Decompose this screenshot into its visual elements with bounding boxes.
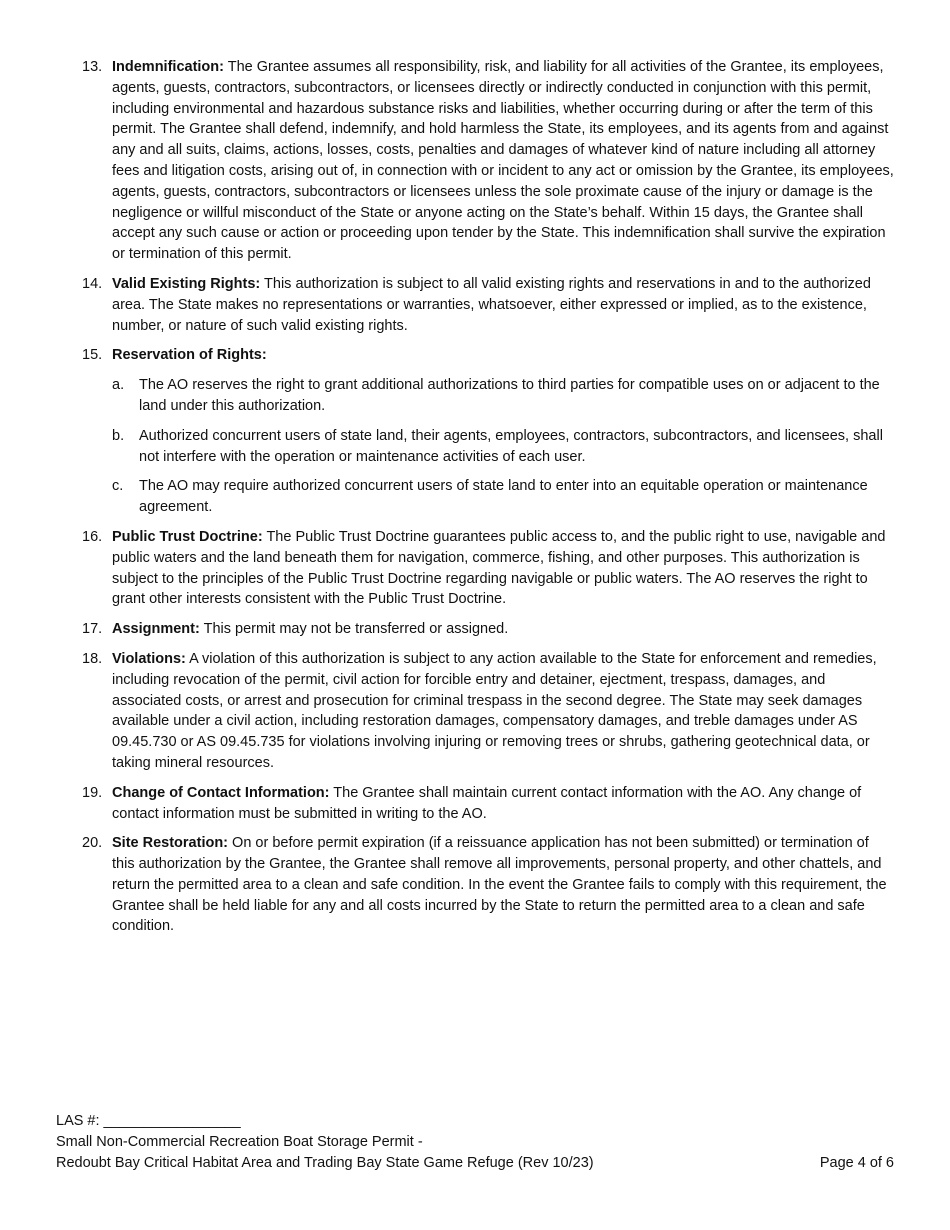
reservation-item-b: [0, 426, 950, 468]
clause-change-of-contact-information: [0, 783, 950, 825]
clause-assignment: [0, 619, 950, 640]
clause-text: This authorization is subject to all valid existing rights and reservations in and to the authorized area. The State makes no representations or warranties, whatsoever, either expressed or implied, as to the existence, number, or nature of such valid existing rights.: [112, 275, 871, 334]
clause-number: 19.: [82, 784, 103, 801]
page-number: Page 4 of 6: [819, 1155, 894, 1171]
clause-heading: Site Restoration:: [112, 835, 229, 852]
clause-heading: Change of Contact Information:: [112, 784, 330, 801]
clause-heading: Assignment:: [112, 621, 200, 638]
las-number-line: LAS #: _________________: [56, 1113, 241, 1129]
footer-bottom-row: [56, 1153, 894, 1174]
clause-heading: Public Trust Doctrine:: [112, 528, 263, 545]
clause-site-restoration: [0, 833, 950, 937]
clause-text: On or before permit expiration (if a reissuance application has not been submitted) or termination of this authorization by the Grantee, the Grantee shall remove all improvements, personal property, and other chattels, and return the permitted area to a clean and safe condition. In the event the Grantee fails to comply with this requirement, the Grantee shall be held liable for any and all costs incurred by the State to return the permitted area to a clean and safe condition.: [112, 835, 887, 935]
clause-violations: [0, 649, 950, 774]
clause-heading: Indemnification:: [112, 59, 224, 75]
clause-heading: Violations:: [112, 650, 186, 667]
item-letter: b.: [112, 427, 125, 444]
clause-reservation-of-rights: [0, 345, 950, 366]
clause-number: 16.: [82, 528, 103, 545]
item-letter: a.: [112, 377, 125, 394]
clause-public-trust-doctrine: [0, 527, 950, 610]
clause-text: The Public Trust Doctrine guarantees public access to, and the public right to use, navigable and public waters and the land beneath them for navigation, commerce, fishing, and other purposes. This authorization is subject to the principles of the Public Trust Doctrine regarding navigable or public waters. The AO reserves the right to grant other interests consistent with the Public Trust Doctrine.: [112, 528, 886, 608]
clause-number: 18.: [82, 650, 103, 667]
item-text: Authorized concurrent users of state land, their agents, employees, contractors, subcontractors, and licensees, shall not interfere with the operation or maintenance activities of each user.: [139, 427, 883, 465]
clause-number: 15.: [82, 347, 103, 364]
clause-list: [0, 57, 950, 946]
page-footer: [56, 1111, 894, 1174]
reservation-item-a: [0, 375, 950, 417]
clause-number: 20.: [82, 835, 103, 852]
clause-number: 13.: [82, 59, 103, 75]
reservation-item-c: [0, 476, 950, 518]
clause-valid-existing-rights: [0, 274, 950, 336]
clause-text: The Grantee shall maintain current contact information with the AO. Any change of contact information must be submitted in writing to the AO.: [112, 784, 862, 822]
footer-permit-title: Small Non-Commercial Recreation Boat Storage Permit -: [56, 1134, 423, 1150]
clause-indemnification: [0, 57, 950, 265]
clause-number: 17.: [82, 621, 103, 638]
clause-number: 14.: [82, 275, 103, 292]
item-text: The AO may require authorized concurrent users of state land to enter into an equitable operation or maintenance agreement.: [139, 478, 868, 516]
clause-text: A violation of this authorization is subject to any action available to the State for enforcement and remedies, including revocation of the permit, civil action for forcible entry and detainer, ejectment, trespass, damages, and associated costs, or arrest and prosecution for criminal trespass in the second degree. The State may seek damages available under a civil action, including restoration damages, compensatory damages, and treble damages under AS 09.45.730 or AS 09.45.735 for violations involving injuring or removing trees or shrubs, gathering geotechnical data, or taking mineral resources.: [112, 650, 877, 771]
footer-area-title: Redoubt Bay Critical Habitat Area and Trading Bay State Game Refuge (Rev 10/23): [56, 1155, 594, 1171]
clause-heading: Reservation of Rights:: [112, 347, 267, 364]
item-text: The AO reserves the right to grant additional authorizations to third parties for compatible uses on or adjacent to the land under this authorization.: [139, 377, 880, 414]
clause-text: The Grantee assumes all responsibility, risk, and liability for all activities of the Grantee, its employees, agents, guests, contractors, subcontractors, or licensees directly or indirectly conducted in conjunction with this permit, including environmental and hazardous substance risks and liabilities, whether occurring during or after the term of this permit. The Grantee shall defend, indemnify, and hold harmless the State, its employees, and its agents from and against any and all suits, claims, actions, losses, costs, penalties and damages of whatever kind of nature including all attorney fees and litigation costs, arising out of, in connection with or incident to any act or omission by the Grantee, its employees, agents, guests, contractors, subcontractors or licensees unless the sole proximate cause of the injury or damage is the negligence or willful misconduct of the State or anyone acting on the State’s behalf. Within 15 days, the Grantee shall accept any such cause or action or proceeding upon tender by the State. This indemnification shall survive the expiration or termination of this permit.: [112, 59, 894, 263]
clause-heading: Valid Existing Rights:: [112, 275, 261, 292]
clause-text: This permit may not be transferred or assigned.: [199, 621, 509, 638]
item-letter: c.: [112, 478, 124, 495]
